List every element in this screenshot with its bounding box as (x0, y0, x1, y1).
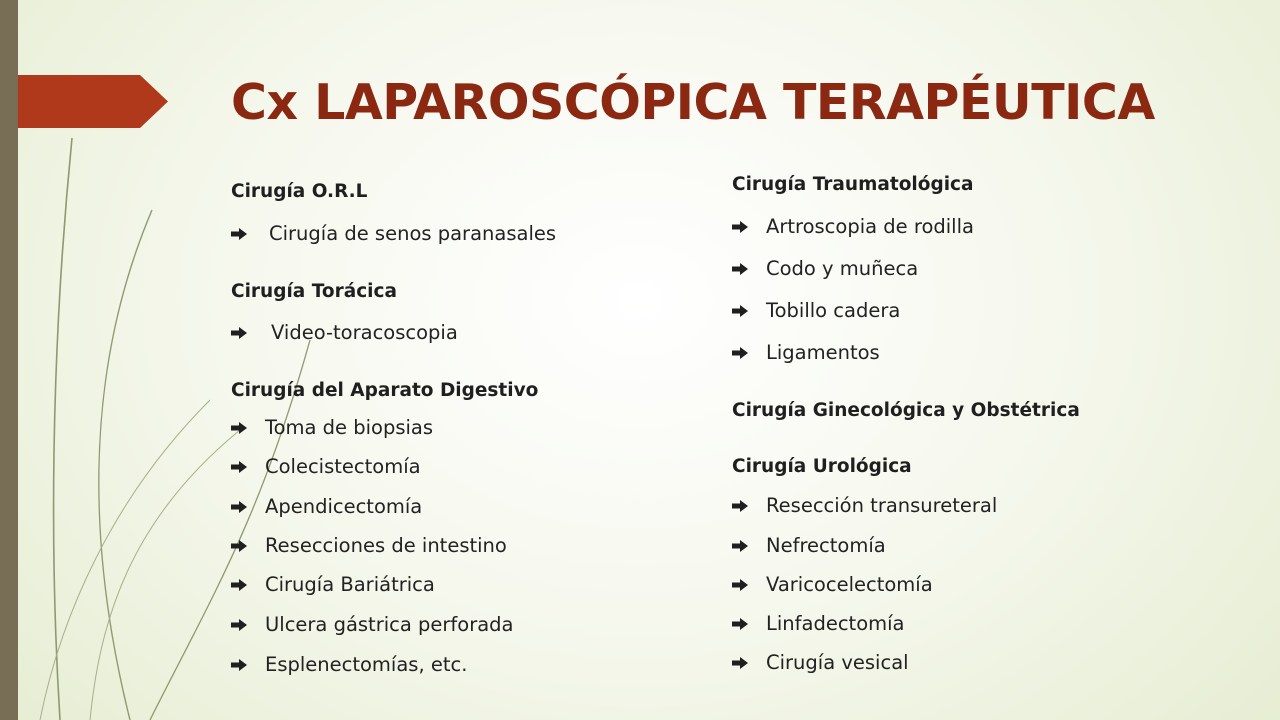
arrow-bullet-icon (732, 540, 750, 552)
arrow-bullet-icon (732, 500, 750, 512)
arrow-bullet-icon (231, 422, 249, 434)
arrow-bullet-icon (231, 501, 249, 513)
list-item: Ulcera gástrica perforada (231, 613, 514, 636)
heading-digestivo: Cirugía del Aparato Digestivo (231, 380, 539, 401)
arrow-bullet-icon (231, 461, 249, 473)
heading-orl: Cirugía O.R.L (231, 181, 368, 202)
list-item: Cirugía de senos paranasales (231, 222, 556, 245)
arrow-bullet-icon (732, 263, 750, 275)
list-item: Toma de biopsias (231, 416, 433, 439)
arrow-bullet-icon (231, 579, 249, 591)
list-item: Artroscopia de rodilla (732, 215, 974, 238)
heading-toracica: Cirugía Torácica (231, 281, 397, 302)
list-item: Codo y muñeca (732, 257, 918, 280)
arrow-bullet-icon (732, 305, 750, 317)
list-item: Tobillo cadera (732, 299, 900, 322)
list-item: Esplenectomías, etc. (231, 653, 467, 676)
list-item: Colecistectomía (231, 455, 421, 478)
list-item: Resección transureteral (732, 494, 997, 517)
list-item: Apendicectomía (231, 495, 422, 518)
slide-title: Cx LAPAROSCÓPICA TERAPÉUTICA (231, 74, 1155, 131)
arrow-bullet-icon (231, 619, 249, 631)
arrow-bullet-icon (231, 659, 249, 671)
heading-urologica: Cirugía Urológica (732, 456, 912, 477)
list-item: Video-toracoscopia (231, 321, 458, 344)
list-item: Ligamentos (732, 341, 880, 364)
heading-ginecologica: Cirugía Ginecológica y Obstétrica (732, 400, 1080, 421)
list-item: Cirugía Bariátrica (231, 573, 435, 596)
list-item: Linfadectomía (732, 612, 905, 635)
arrow-bullet-icon (732, 657, 750, 669)
list-item: Varicocelectomía (732, 573, 933, 596)
list-item: Cirugía vesical (732, 651, 909, 674)
arrow-bullet-icon (732, 347, 750, 359)
side-bar (0, 0, 18, 720)
arrow-bullet-icon (231, 540, 249, 552)
arrow-bullet-icon (732, 221, 750, 233)
arrow-bullet-icon (231, 327, 249, 339)
title-arrow-shape (18, 75, 168, 128)
list-item: Resecciones de intestino (231, 534, 507, 557)
arrow-bullet-icon (732, 618, 750, 630)
arrow-bullet-icon (732, 579, 750, 591)
list-item: Nefrectomía (732, 534, 886, 557)
heading-traumatologica: Cirugía Traumatológica (732, 174, 974, 195)
arrow-bullet-icon (231, 228, 249, 240)
